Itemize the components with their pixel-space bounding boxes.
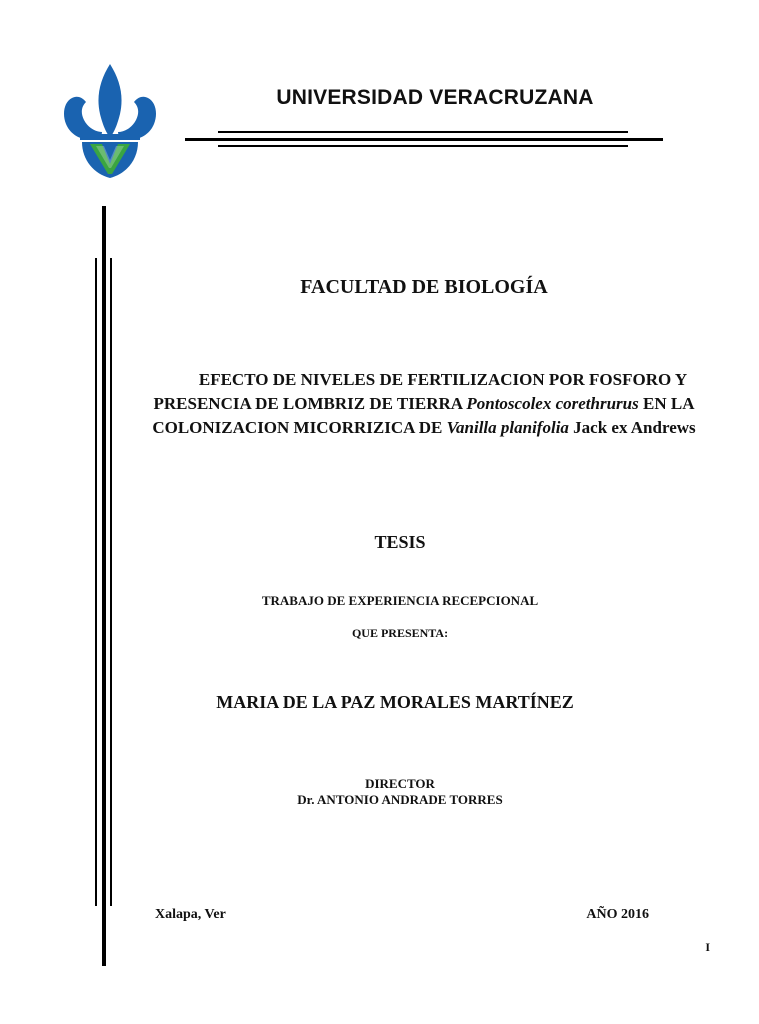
director-name: Dr. ANTONIO ANDRADE TORRES (297, 792, 503, 807)
uv-fleur-de-lis-logo (62, 62, 158, 180)
left-rule-inner (110, 258, 112, 906)
presented-by-label: QUE PRESENTA: (351, 626, 449, 640)
title-species-1: Pontoscolex corethrurus (466, 394, 639, 413)
header-rule-top (218, 131, 628, 133)
place: Xalapa, Ver (155, 907, 226, 922)
degree-label: TESIS (374, 532, 426, 552)
year: AÑO 2016 (586, 907, 649, 922)
title-species-2: Vanilla planifolia (446, 418, 569, 437)
faculty-name: FACULTAD DE BIOLOGÍA (300, 276, 548, 298)
title-part-3: Jack ex Andrews (568, 418, 696, 437)
title-part-1: EFECTO DE NIVELES DE FERTILIZACION POR FOSFORO Y PRESENCIA DE LOMBRIZ DE TIERRA (153, 370, 688, 413)
university-name: UNIVERSIDAD VERACRUZANA (276, 86, 594, 109)
thesis-title (128, 368, 720, 440)
title-part-2: EN LA COLONIZACION MICORRIZICA DE (152, 394, 695, 437)
work-type: TRABAJO DE EXPERIENCIA RECEPCIONAL (261, 593, 539, 608)
header-rule-middle (185, 138, 663, 141)
left-rule-outer (95, 258, 97, 906)
director-label: DIRECTOR (365, 776, 435, 791)
page-number: I (705, 940, 710, 954)
author-name: MARIA DE LA PAZ MORALES MARTÍNEZ (216, 692, 574, 712)
left-rule-main (102, 206, 106, 966)
header-rule-bottom (218, 145, 628, 147)
